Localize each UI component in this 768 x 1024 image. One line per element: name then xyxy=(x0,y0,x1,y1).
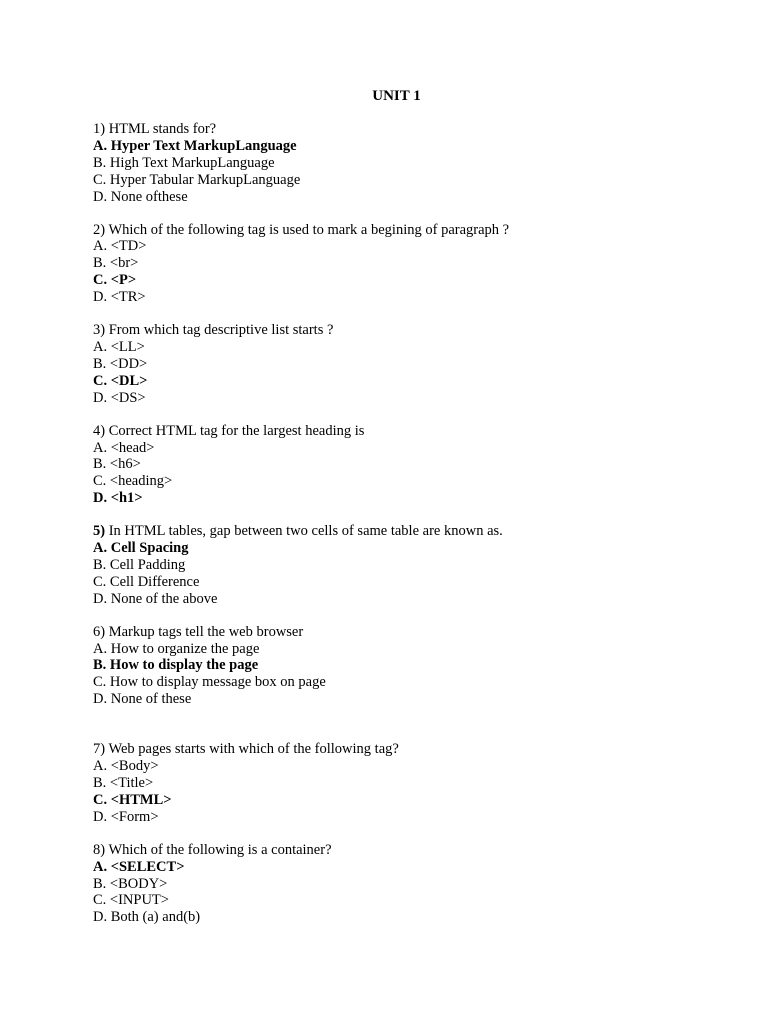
question-block xyxy=(93,741,713,826)
question-list xyxy=(93,121,713,942)
correct-answer-option: A. Cell Spacing xyxy=(93,540,189,557)
answer-option: A. <head> xyxy=(93,439,155,456)
question-stem: 3) From which tag descriptive list starts ? xyxy=(93,322,334,339)
question-block xyxy=(93,842,713,927)
correct-answer-option: A. <SELECT> xyxy=(93,858,185,875)
answer-option: C. Cell Difference xyxy=(93,573,200,590)
answer-option: B. Cell Padding xyxy=(93,556,186,573)
question-block xyxy=(93,322,713,407)
answer-option: D. <TR> xyxy=(93,289,146,306)
correct-answer-option: C. <HTML> xyxy=(93,791,172,808)
answer-option: B. <DD> xyxy=(93,355,148,372)
answer-option: B. <br> xyxy=(93,255,139,272)
answer-option: D. <DS> xyxy=(93,389,146,406)
question-text: In HTML tables, gap between two cells of same table are known as. xyxy=(105,523,503,540)
correct-answer-option: B. How to display the page xyxy=(93,657,259,674)
correct-answer-option: D. <h1> xyxy=(93,490,143,507)
question-block xyxy=(93,222,713,307)
question-stem: 6) Markup tags tell the web browser xyxy=(93,623,304,640)
question-block xyxy=(93,624,713,709)
answer-option: D. None of the above xyxy=(93,590,218,607)
answer-option: C. <heading> xyxy=(93,473,173,490)
answer-option: D. <Form> xyxy=(93,808,159,825)
question-block xyxy=(93,523,713,608)
answer-option: C. How to display message box on page xyxy=(93,674,326,691)
answer-option: D. None of these xyxy=(93,691,192,708)
answer-option: A. <Body> xyxy=(93,758,159,775)
question-block xyxy=(93,121,713,206)
answer-option: A. <TD> xyxy=(93,238,147,255)
question-number: 5) xyxy=(93,523,106,540)
question-block xyxy=(93,423,713,508)
question-stem: 2) Which of the following tag is used to mark a begining of paragraph ? xyxy=(93,221,510,238)
question-stem: 7) Web pages starts with which of the following tag? xyxy=(93,741,399,758)
answer-option: C. <INPUT> xyxy=(93,892,169,909)
answer-option: D. Both (a) and(b) xyxy=(93,909,201,926)
correct-answer-option: A. Hyper Text MarkupLanguage xyxy=(93,137,297,154)
answer-option: C. Hyper Tabular MarkupLanguage xyxy=(93,171,301,188)
answer-option: D. None ofthese xyxy=(93,188,188,205)
question-stem: 4) Correct HTML tag for the largest heading is xyxy=(93,422,365,439)
answer-option: B. <BODY> xyxy=(93,875,168,892)
page-title: UNIT 1 xyxy=(372,88,421,104)
answer-option: B. <Title> xyxy=(93,775,154,791)
answer-option: B. <h6> xyxy=(93,456,141,473)
question-stem: 8) Which of the following is a container? xyxy=(93,841,332,858)
answer-option: A. How to organize the page xyxy=(93,640,260,657)
question-stem: 1) HTML stands for? xyxy=(93,121,217,137)
correct-answer-option: C. <DL> xyxy=(93,372,148,389)
answer-option: A. <LL> xyxy=(93,338,145,355)
answer-option: B. High Text MarkupLanguage xyxy=(93,154,275,171)
correct-answer-option: C. <P> xyxy=(93,272,137,289)
question-stem xyxy=(93,523,713,540)
